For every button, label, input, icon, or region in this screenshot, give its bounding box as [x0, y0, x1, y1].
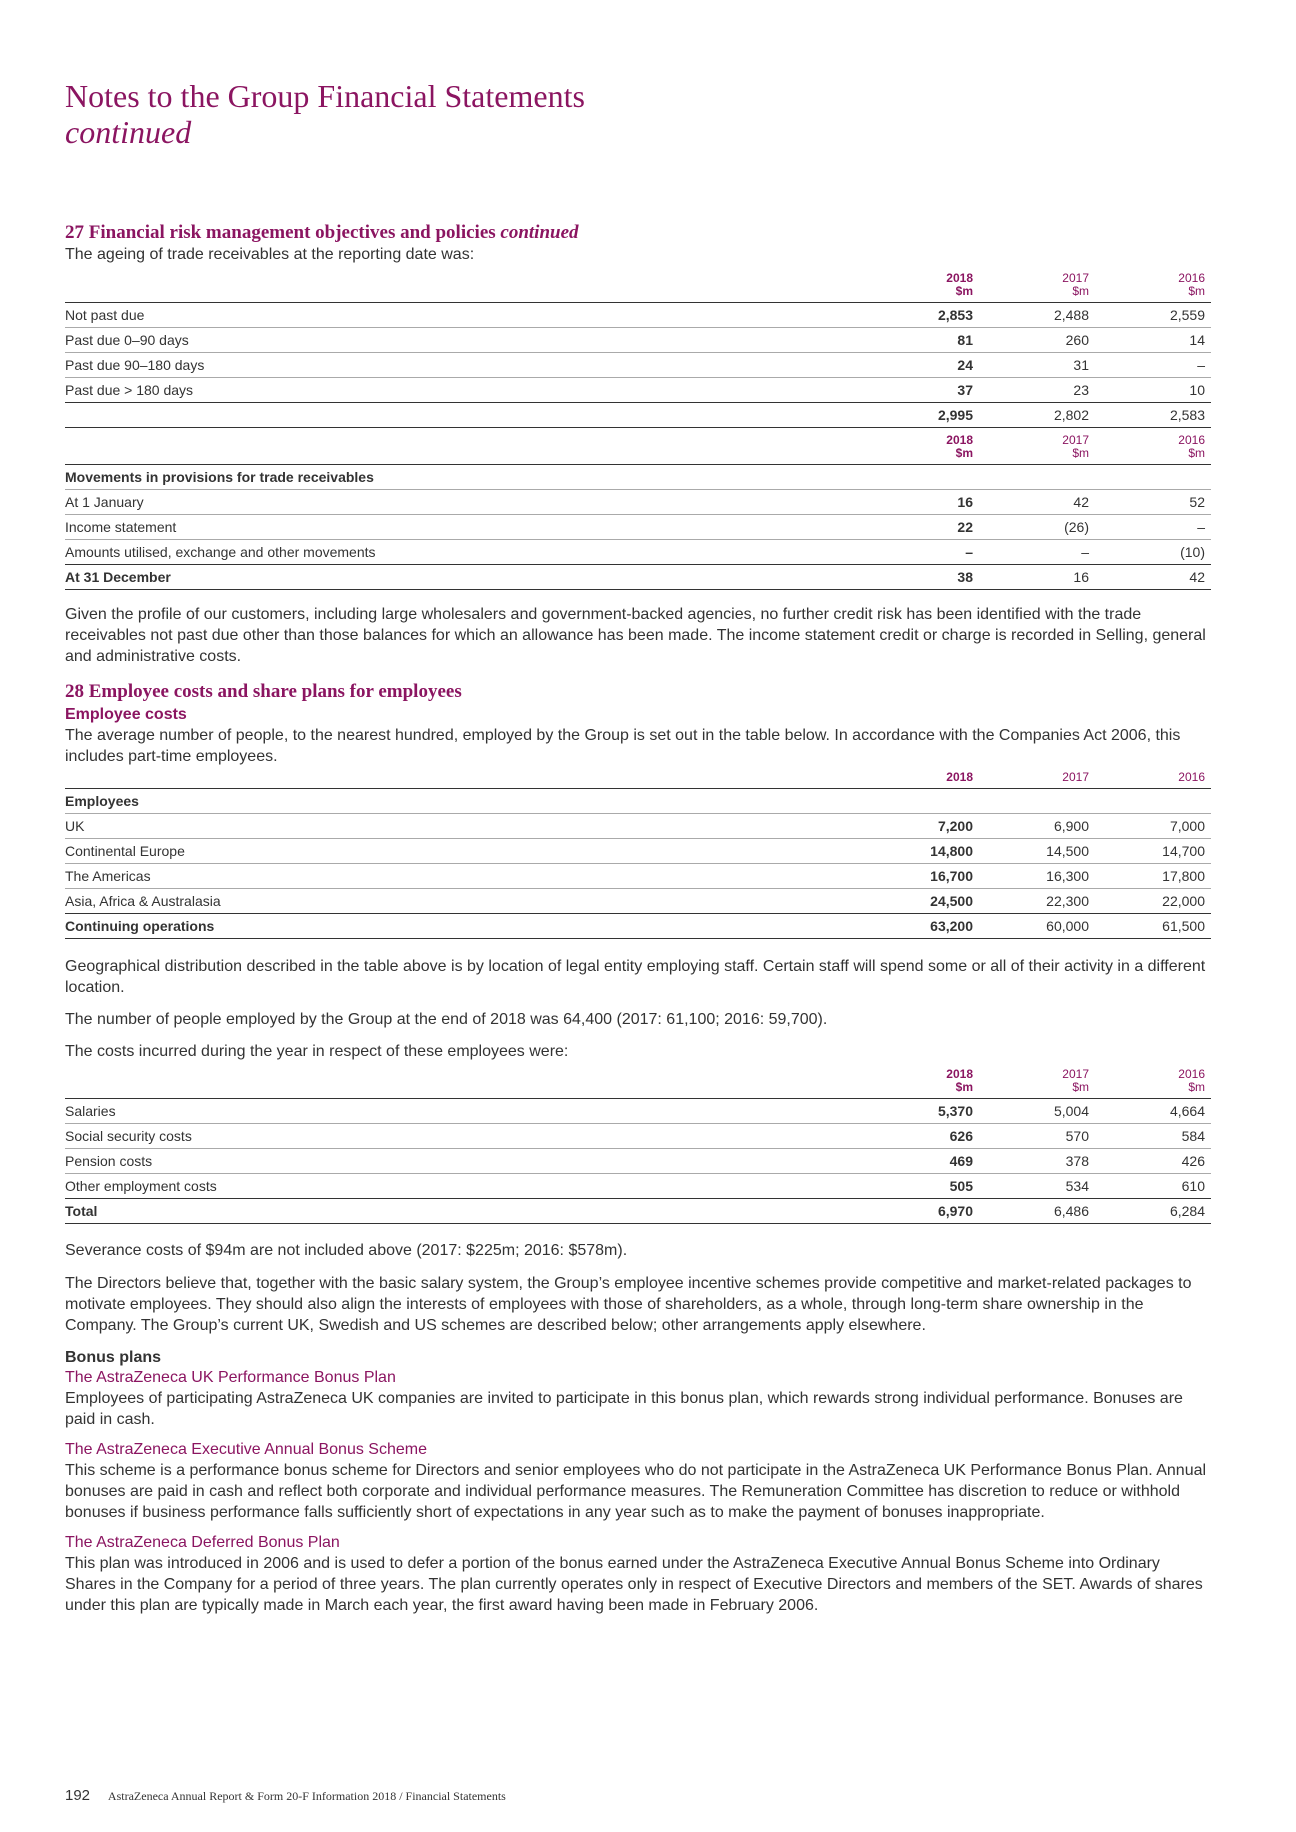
page-title-main: Notes to the Group Financial Statements: [65, 78, 585, 114]
cell-2018: 22: [863, 515, 979, 540]
provisions-col-2017: 2017 $m: [1062, 433, 1089, 460]
table-row: [65, 814, 1211, 839]
row-label: Past due 90–180 days: [65, 353, 863, 378]
cell-2017: 2,488: [979, 303, 1095, 328]
cell-2016: 10: [1095, 378, 1211, 403]
page-title-continued: continued: [65, 114, 192, 150]
cell-2016: 2,559: [1095, 303, 1211, 328]
cell-2017: 16: [979, 565, 1095, 590]
cell-2016: 14,700: [1095, 839, 1211, 864]
cell-2018: 24: [863, 353, 979, 378]
directors-paragraph: The Directors believe that, together with the basic salary system, the Group’s employee incentive schemes provide competitive and market-related packages to motivate employees. They should also align the interests of employees with those of shareholders, as a whole, through long-term share ownership in the Company. The Group’s current UK, Swedish and US schemes are described below; other arrangements apply elsewhere.: [65, 1275, 1192, 1334]
row-label: The Americas: [65, 864, 863, 889]
note28-intro: The average number of people, to the nearest hundred, employed by the Group is set out in the table below. In accordance with the Companies Act 2006, this includes part-time employees.: [65, 727, 1181, 765]
row-label: Past due > 180 days: [65, 378, 863, 403]
cell-2016: (10): [1095, 540, 1211, 565]
table-total-row: [65, 565, 1211, 590]
row-label: Total: [65, 1199, 863, 1224]
cell-2018: 81: [863, 328, 979, 353]
costs-intro-paragraph: The costs incurred during the year in respect of these employees were:: [65, 1043, 569, 1060]
row-label: Income statement: [65, 515, 863, 540]
provisions-col-2016: 2016 $m: [1178, 433, 1205, 460]
table-section-row: [65, 465, 1211, 490]
cell-2017: 570: [979, 1124, 1095, 1149]
employee-costs-heading: Employee costs: [65, 706, 187, 723]
page-footer: [65, 1787, 506, 1804]
cell-2016: 52: [1095, 490, 1211, 515]
row-label: Not past due: [65, 303, 863, 328]
provisions-header-blank: [65, 434, 863, 465]
table-row: [65, 889, 1211, 914]
row-label: UK: [65, 814, 863, 839]
table-row: [65, 1149, 1211, 1174]
costs-col-2016: 2016 $m: [1178, 1067, 1205, 1094]
cell-2017: 5,004: [979, 1099, 1095, 1124]
costs-table-wrap: [65, 1068, 1211, 1224]
costs-header-blank: [65, 1068, 863, 1099]
cell-2017: 16,300: [979, 864, 1095, 889]
cell-2016: –: [1095, 515, 1211, 540]
cell-2017: 14,500: [979, 839, 1095, 864]
row-label: Asia, Africa & Australasia: [65, 889, 863, 914]
cell-2018: 38: [863, 565, 979, 590]
employees-header-blank: [65, 771, 863, 789]
cell-2018: 5,370: [863, 1099, 979, 1124]
row-label: Salaries: [65, 1099, 863, 1124]
cell-2017: 6,486: [979, 1199, 1095, 1224]
table-row: [65, 1124, 1211, 1149]
cell-2016: 4,664: [1095, 1099, 1211, 1124]
cell-2018: 2,853: [863, 303, 979, 328]
row-label: At 31 December: [65, 565, 863, 590]
ageing-col-2018: 2018 $m: [946, 271, 973, 298]
page-title: [65, 78, 585, 150]
row-label: Pension costs: [65, 1149, 863, 1174]
cell-2016: 17,800: [1095, 864, 1211, 889]
cell-2018: –: [863, 540, 979, 565]
provisions-table-wrap: [65, 434, 1211, 590]
cell-2017: 42: [979, 490, 1095, 515]
table-row: [65, 839, 1211, 864]
note27-paragraph: Given the profile of our customers, including large wholesalers and government-backed agencies, no further credit risk has been identified with the trade receivables not past due other than those balances for which an allowance has been made. The income statement credit or charge is recorded in Selling, general and administrative costs.: [65, 606, 1206, 665]
employees-col-2017: 2017: [1062, 770, 1089, 784]
cell-2017: (26): [979, 515, 1095, 540]
ageing-table-wrap: [65, 272, 1211, 428]
cell-2016: 610: [1095, 1174, 1211, 1199]
cell-2018: 469: [863, 1149, 979, 1174]
note27-heading-suffix: continued: [500, 222, 579, 243]
geo-paragraph: Geographical distribution described in the table above is by location of legal entity employing staff. Certain staff will spend some or all of their activity in a different location.: [65, 958, 1206, 996]
employees-col-2016: 2016: [1178, 770, 1205, 784]
plan-executive-annual-title: The AstraZeneca Executive Annual Bonus Scheme: [65, 1441, 427, 1458]
cell-2016: 426: [1095, 1149, 1211, 1174]
note28-mid-text: [65, 956, 1211, 1062]
note27-heading-text: 27 Financial risk management objectives and policies: [65, 222, 496, 243]
employees-col-2018: 2018: [946, 770, 973, 784]
table-row: [65, 303, 1211, 328]
cell-2018: 6,970: [863, 1199, 979, 1224]
note27-header: [65, 222, 1211, 265]
plan-deferred-bonus-text: This plan was introduced in 2006 and is used to defer a portion of the bonus earned under the AstraZeneca Executive Annual Bonus Scheme into Ordinary Shares in the Company for a period of three years. The plan currently operates only in respect of Executive Directors and members of the SET. Awards of shares under this plan are typically made in March each year, the first award having been made in February 2006.: [65, 1555, 1203, 1614]
row-label: [65, 403, 863, 428]
table-row: [65, 515, 1211, 540]
table-row: [65, 1099, 1211, 1124]
cell-2018: 626: [863, 1124, 979, 1149]
note28-heading: 28 Employee costs and share plans for employees: [65, 681, 462, 702]
cell-2017: 2,802: [979, 403, 1095, 428]
cell-2016: 7,000: [1095, 814, 1211, 839]
cell-2017: 31: [979, 353, 1095, 378]
provisions-heading: Movements in provisions for trade receivables: [65, 465, 1211, 490]
plan-deferred-bonus-title: The AstraZeneca Deferred Bonus Plan: [65, 1534, 340, 1551]
cell-2018: 14,800: [863, 839, 979, 864]
row-label: Continental Europe: [65, 839, 863, 864]
plan-executive-annual-text: This scheme is a performance bonus scheme for Directors and senior employees who do not participate in the AstraZeneca UK Performance Bonus Plan. Annual bonuses are paid in cash and reflect both corporate and individual performance measures. The Remuneration Committee has discretion to reduce or withhold bonuses if business performance falls sufficiently short of expectations in any year such as to make the payment of bonuses inappropriate.: [65, 1462, 1207, 1521]
cell-2016: –: [1095, 353, 1211, 378]
row-label: Continuing operations: [65, 914, 863, 939]
note27-intro: The ageing of trade receivables at the reporting date was:: [65, 246, 475, 263]
ageing-table: [65, 272, 1211, 428]
cell-2017: 22,300: [979, 889, 1095, 914]
cell-2016: 61,500: [1095, 914, 1211, 939]
bonus-plans-heading: Bonus plans: [65, 1349, 162, 1366]
note28-bottom-text: [65, 1240, 1211, 1616]
cell-2017: 6,900: [979, 814, 1095, 839]
cell-2016: 22,000: [1095, 889, 1211, 914]
plan-uk-performance-text: Employees of participating AstraZeneca UK companies are invited to participate in this bonus plan, which rewards strong individual performance. Bonuses are paid in cash.: [65, 1390, 1183, 1428]
ageing-header-blank: [65, 272, 863, 303]
note27-heading: [65, 222, 1211, 244]
cell-2017: –: [979, 540, 1095, 565]
provisions-col-2018: 2018 $m: [946, 433, 973, 460]
costs-table: [65, 1068, 1211, 1224]
plan-uk-performance-title: The AstraZeneca UK Performance Bonus Plan: [65, 1369, 396, 1386]
cell-2016: 14: [1095, 328, 1211, 353]
page-number: 192: [65, 1787, 91, 1804]
cell-2018: 16: [863, 490, 979, 515]
cell-2018: 37: [863, 378, 979, 403]
ageing-col-2017: 2017 $m: [1062, 271, 1089, 298]
cell-2018: 63,200: [863, 914, 979, 939]
table-row: [65, 540, 1211, 565]
cell-2018: 2,995: [863, 403, 979, 428]
provisions-table: [65, 434, 1211, 590]
table-section-row: [65, 789, 1211, 814]
note28-header: [65, 681, 1211, 767]
table-row: [65, 353, 1211, 378]
costs-col-2018: 2018 $m: [946, 1067, 973, 1094]
cell-2017: 260: [979, 328, 1095, 353]
table-total-row: [65, 1199, 1211, 1224]
table-row: [65, 328, 1211, 353]
ageing-col-2016: 2016 $m: [1178, 271, 1205, 298]
row-label: Other employment costs: [65, 1174, 863, 1199]
note27-footer-text: [65, 604, 1211, 667]
costs-col-2017: 2017 $m: [1062, 1067, 1089, 1094]
table-row: [65, 490, 1211, 515]
cell-2017: 23: [979, 378, 1095, 403]
table-row: [65, 864, 1211, 889]
table-total-row: [65, 914, 1211, 939]
table-row: [65, 1174, 1211, 1199]
cell-2018: 505: [863, 1174, 979, 1199]
cell-2018: 16,700: [863, 864, 979, 889]
cell-2016: 6,284: [1095, 1199, 1211, 1224]
row-label: Past due 0–90 days: [65, 328, 863, 353]
row-label: At 1 January: [65, 490, 863, 515]
row-label: Amounts utilised, exchange and other movements: [65, 540, 863, 565]
cell-2016: 42: [1095, 565, 1211, 590]
severance-paragraph: Severance costs of $94m are not included above (2017: $225m; 2016: $578m).: [65, 1242, 628, 1259]
cell-2016: 2,583: [1095, 403, 1211, 428]
cell-2017: 60,000: [979, 914, 1095, 939]
table-total-row: [65, 403, 1211, 428]
employees-table: [65, 771, 1211, 939]
cell-2016: 584: [1095, 1124, 1211, 1149]
cell-2017: 534: [979, 1174, 1095, 1199]
headcount-paragraph: The number of people employed by the Group at the end of 2018 was 64,400 (2017: 61,100; 2016: 59,700).: [65, 1011, 828, 1028]
employees-table-wrap: [65, 771, 1211, 939]
cell-2018: 7,200: [863, 814, 979, 839]
employees-heading: Employees: [65, 789, 1211, 814]
row-label: Social security costs: [65, 1124, 863, 1149]
cell-2017: 378: [979, 1149, 1095, 1174]
table-row: [65, 378, 1211, 403]
footer-text: AstraZeneca Annual Report & Form 20-F Information 2018 / Financial Statements: [107, 1789, 506, 1803]
cell-2018: 24,500: [863, 889, 979, 914]
